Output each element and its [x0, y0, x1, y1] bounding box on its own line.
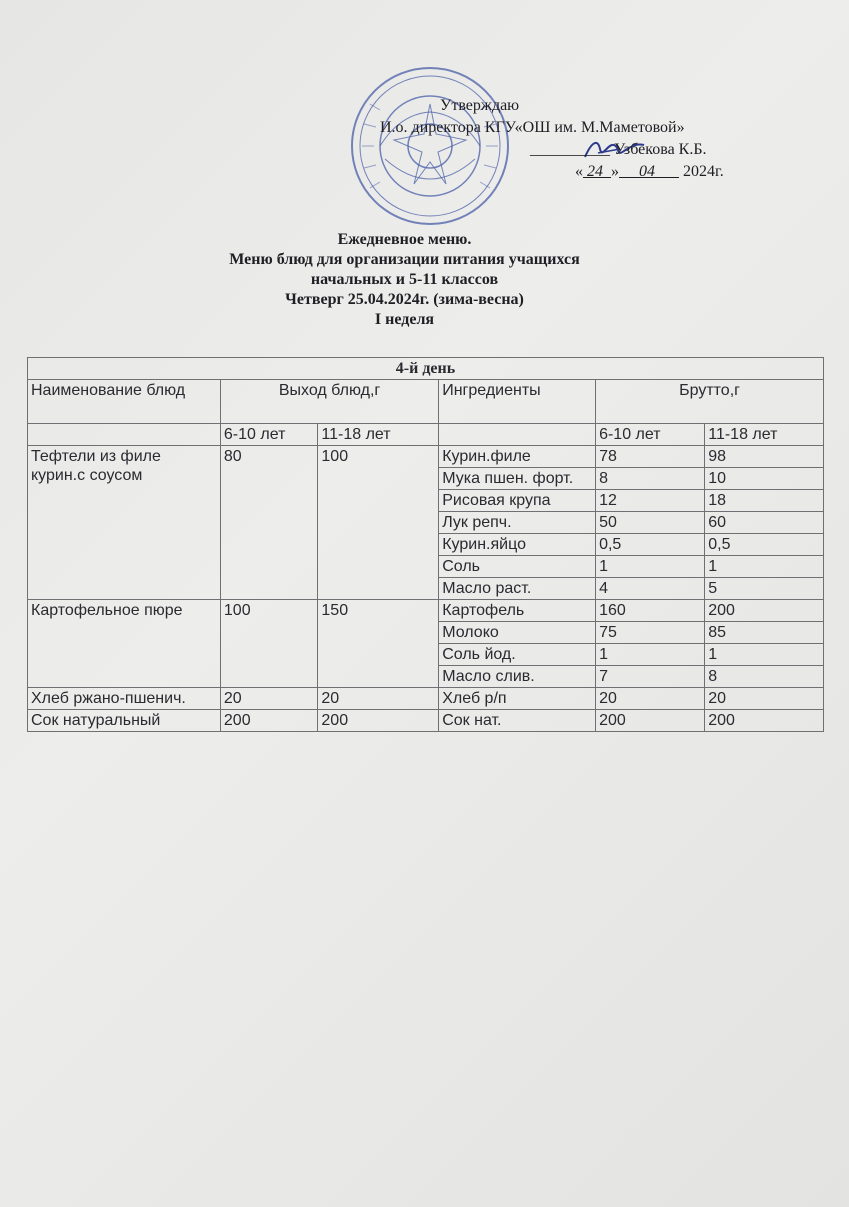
ingredient-gross-young: 7	[596, 666, 705, 688]
approve-word: Утверждаю	[440, 97, 520, 114]
dish-name: Сок натуральный	[28, 710, 221, 732]
ingredient-name: Соль	[439, 556, 596, 578]
ingredient-name: Мука пшен. форт.	[439, 468, 596, 490]
age-header-row	[28, 424, 824, 446]
dish-yield-young: 20	[220, 688, 318, 710]
director-position: И.о. директора КГУ«ОШ им. М.Маметовой»	[380, 119, 685, 136]
heading-line-2: Меню блюд для организации питания учащихся	[229, 251, 580, 268]
dish-yield-old: 150	[318, 600, 439, 688]
age-gross-young: 6-10 лет	[596, 424, 705, 446]
ingredient-name: Соль йод.	[439, 644, 596, 666]
age-header-empty	[28, 424, 221, 446]
official-seal-icon	[340, 64, 520, 228]
dish-yield-young: 100	[220, 600, 318, 688]
table-row	[28, 688, 824, 710]
ingredient-gross-old: 8	[705, 666, 824, 688]
ingredient-gross-old: 5	[705, 578, 824, 600]
ingredient-name: Картофель	[439, 600, 596, 622]
header-gross: Брутто,г	[596, 380, 824, 424]
dish-yield-young: 80	[220, 446, 318, 600]
heading-line-1: Ежедневное меню.	[337, 231, 472, 248]
table-row	[28, 710, 824, 732]
dish-name: Картофельное пюре	[28, 600, 221, 688]
dish-name: Хлеб ржано-пшенич.	[28, 688, 221, 710]
approval-date	[575, 161, 724, 183]
ingredient-name: Хлеб р/п	[439, 688, 596, 710]
ingredient-gross-old: 200	[705, 600, 824, 622]
ingredient-gross-young: 0,5	[596, 534, 705, 556]
ingredient-name: Молоко	[439, 622, 596, 644]
ingredient-name: Масло слив.	[439, 666, 596, 688]
age-yield-old: 11-18 лет	[318, 424, 439, 446]
date-close-quote: »	[611, 163, 619, 180]
date-month: 04	[639, 163, 655, 180]
ingredient-name: Лук репч.	[439, 512, 596, 534]
dish-yield-old: 20	[318, 688, 439, 710]
heading-line-5: I неделя	[374, 311, 435, 328]
ingredient-gross-old: 1	[705, 556, 824, 578]
table-row	[28, 446, 824, 468]
ingredient-gross-young: 78	[596, 446, 705, 468]
date-open-quote: «	[575, 163, 583, 180]
ingredient-gross-old: 10	[705, 468, 824, 490]
ingredient-gross-young: 200	[596, 710, 705, 732]
dish-yield-young: 200	[220, 710, 318, 732]
date-year: 2024г.	[683, 163, 724, 180]
ingredient-name: Сок нат.	[439, 710, 596, 732]
header-ingredients: Ингредиенты	[439, 380, 596, 424]
director-name: __________ Узбекова К.Б.	[530, 141, 707, 158]
dish-name: Тефтели из филе курин.с соусом	[28, 446, 221, 600]
ingredient-name: Курин.яйцо	[439, 534, 596, 556]
ingredient-gross-old: 1	[705, 644, 824, 666]
ingredient-gross-young: 1	[596, 556, 705, 578]
ingredient-gross-young: 8	[596, 468, 705, 490]
ingredient-name: Курин.филе	[439, 446, 596, 468]
ingredient-gross-young: 4	[596, 578, 705, 600]
ingredient-gross-young: 75	[596, 622, 705, 644]
ingredient-name: Рисовая крупа	[439, 490, 596, 512]
age-gross-old: 11-18 лет	[705, 424, 824, 446]
heading-line-4: Четверг 25.04.2024г. (зима-весна)	[285, 291, 524, 308]
ingredient-gross-old: 98	[705, 446, 824, 468]
ingredient-gross-old: 18	[705, 490, 824, 512]
dish-yield-old: 200	[318, 710, 439, 732]
header-yield: Выход блюд,г	[220, 380, 438, 424]
ingredient-gross-young: 1	[596, 644, 705, 666]
heading-line-3: начальных и 5-11 классов	[310, 271, 499, 288]
ingredient-gross-old: 0,5	[705, 534, 824, 556]
ingredient-gross-young: 12	[596, 490, 705, 512]
ingredient-gross-old: 20	[705, 688, 824, 710]
menu-table	[27, 357, 824, 732]
ingredient-gross-young: 50	[596, 512, 705, 534]
age-yield-young: 6-10 лет	[220, 424, 318, 446]
header-dish: Наименование блюд	[28, 380, 221, 424]
day-title: 4-й день	[28, 358, 824, 380]
ingredient-gross-old: 200	[705, 710, 824, 732]
dish-yield-old: 100	[318, 446, 439, 600]
menu-heading	[0, 230, 829, 330]
ingredient-gross-old: 60	[705, 512, 824, 534]
age-ingredients-empty	[439, 424, 596, 446]
ingredient-gross-young: 160	[596, 600, 705, 622]
ingredient-name: Масло раст.	[439, 578, 596, 600]
day-title-row	[28, 358, 824, 380]
ingredient-gross-young: 20	[596, 688, 705, 710]
header-row	[28, 380, 824, 424]
table-row	[28, 600, 824, 622]
ingredient-gross-old: 85	[705, 622, 824, 644]
date-day: 24	[587, 163, 603, 180]
